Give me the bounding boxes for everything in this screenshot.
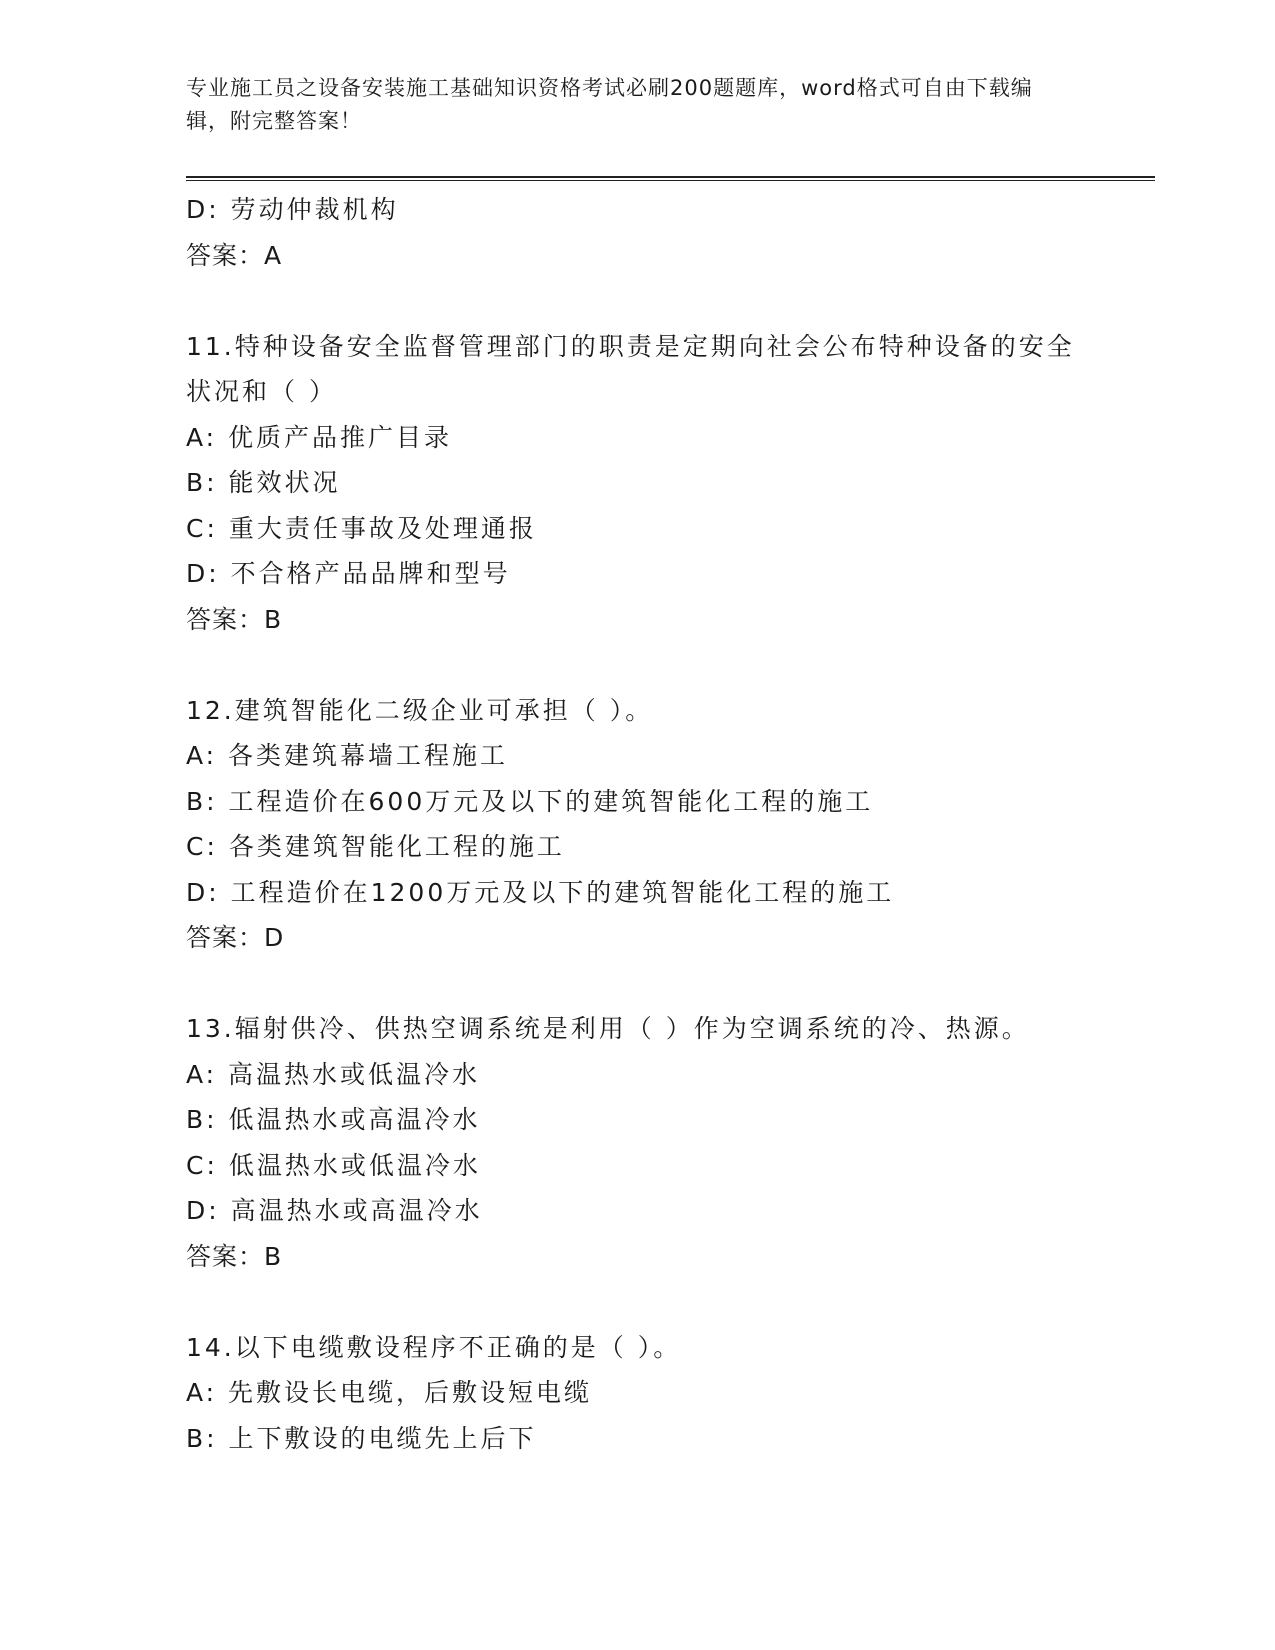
option-d: D: 高温热水或高温冷水 bbox=[186, 1196, 483, 1225]
option-b: B: 工程造价在600万元及以下的建筑智能化工程的施工 bbox=[186, 786, 874, 816]
answer-line: 答案：B bbox=[186, 1241, 283, 1271]
question-stem: 11.特种设备安全监督管理部门的职责是定期向社会公布特种设备的安全状况和（ ） bbox=[186, 331, 1075, 406]
option-a: A: 各类建筑幕墙工程施工 bbox=[186, 741, 509, 770]
answer-line: 答案：B bbox=[186, 604, 283, 634]
option-c: C: 低温热水或低温冷水 bbox=[186, 1150, 481, 1180]
option-a: A: 先敷设长电缆，后敷设短电缆 bbox=[186, 1378, 593, 1407]
option-b: B: 能效状况 bbox=[186, 468, 341, 497]
option-c: C: 重大责任事故及处理通报 bbox=[186, 513, 537, 543]
option-b: B: 上下敷设的电缆先上后下 bbox=[186, 1423, 537, 1453]
option-c: C: 各类建筑智能化工程的施工 bbox=[186, 832, 565, 861]
question-stem: 13.辐射供冷、供热空调系统是利用（ ）作为空调系统的冷、热源。 bbox=[186, 1014, 1030, 1043]
question-stem: 14.以下电缆敷设程序不正确的是（ ）。 bbox=[186, 1332, 682, 1362]
option-a: A: 优质产品推广目录 bbox=[186, 422, 453, 452]
option-d: D: 不合格产品品牌和型号 bbox=[186, 559, 511, 588]
answer-line: 答案：A bbox=[186, 240, 283, 270]
option-a: A: 高温热水或低温冷水 bbox=[186, 1059, 481, 1089]
question-list bbox=[186, 187, 1086, 1461]
document-header: 专业施工员之设备安装施工基础知识资格考试必刷200题题库，word格式可自由下载编辑，附完整答案！ bbox=[186, 76, 1033, 133]
option-d: D: 工程造价在1200万元及以下的建筑智能化工程的施工 bbox=[186, 877, 895, 907]
option-d: D: 劳动仲裁机构 bbox=[186, 195, 399, 224]
header-divider bbox=[186, 176, 1155, 181]
answer-line: 答案：D bbox=[186, 923, 285, 952]
option-b: B: 低温热水或高温冷水 bbox=[186, 1105, 481, 1134]
question-stem: 12.建筑智能化二级企业可承担（ ）。 bbox=[186, 695, 654, 725]
